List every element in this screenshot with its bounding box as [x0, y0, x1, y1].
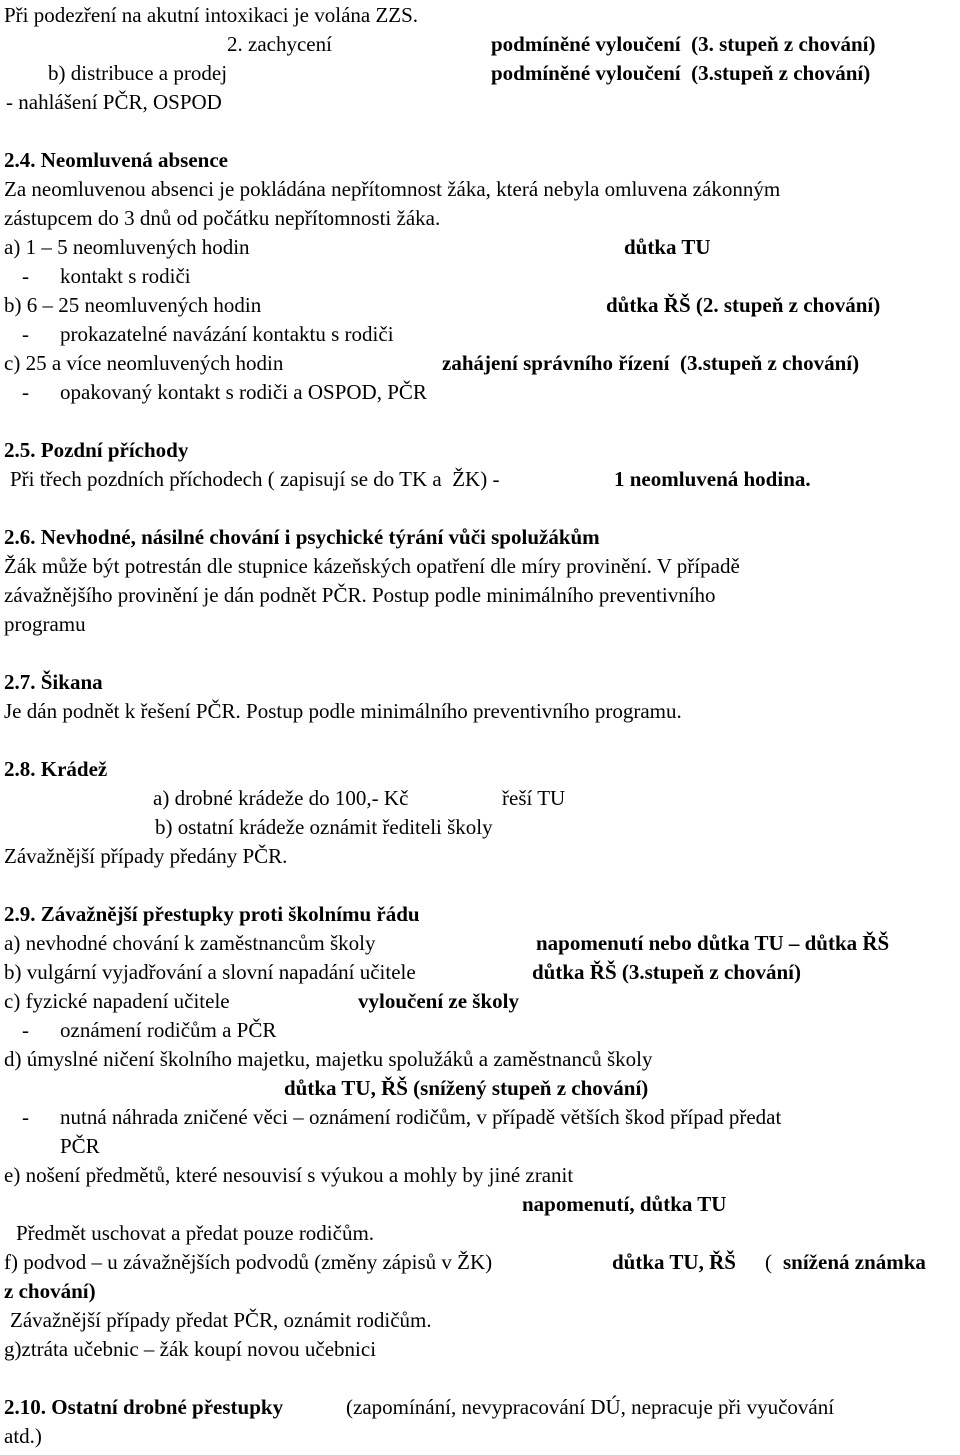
text-segment: Při třech pozdních příchodech ( zapisují se do TK a ŽK) -: [10, 467, 500, 491]
text-line: [0, 1107, 960, 1136]
text-segment: a) nevhodné chování k zaměstnancům školy: [4, 931, 376, 955]
text-line: [0, 1049, 960, 1078]
bold-text-segment: podmíněné vyloučení (3.stupeň z chování): [491, 61, 871, 85]
bold-text-segment: 2.10. Ostatní drobné přestupky: [4, 1395, 284, 1419]
bold-text-segment: napomenutí nebo důtka TU – důtka ŘŠ: [536, 931, 890, 955]
bold-text-segment: vyloučení ze školy: [358, 989, 519, 1013]
bold-text-segment: z chování): [4, 1279, 96, 1303]
bold-text-segment: snížená známka: [783, 1250, 926, 1274]
text-line: [0, 585, 960, 614]
text-line: [0, 788, 960, 817]
bold-text-segment: důtka ŘŠ (3.stupeň z chování): [532, 960, 801, 984]
text-segment: Je dán podnět k řešení PČR. Postup podle minimálního preventivního programu.: [4, 699, 682, 723]
text-line: [0, 1223, 960, 1252]
text-line: [0, 846, 960, 875]
text-line: [0, 1426, 960, 1455]
text-line: [0, 1310, 960, 1339]
text-line: [0, 92, 960, 121]
text-segment: b) 6 – 25 neomluvených hodin: [4, 293, 262, 317]
text-line: [0, 1397, 960, 1426]
text-segment: b) distribuce a prodej: [48, 61, 228, 85]
bold-text-segment: 2.5. Pozdní příchody: [4, 438, 189, 462]
text-segment: Předmět uschovat a předat pouze rodičům.: [16, 1221, 375, 1245]
text-line: [0, 1165, 960, 1194]
bold-text-segment: 2.7. Šikana: [4, 670, 103, 694]
text-segment: zástupcem do 3 dnů od počátku nepřítomnosti žáka.: [4, 206, 441, 230]
bold-text-segment: 2.4. Neomluvená absence: [4, 148, 228, 172]
text-segment: řeší TU: [502, 786, 566, 810]
text-segment: d) úmyslné ničení školního majetku, majetku spolužáků a zaměstnanců školy: [4, 1047, 653, 1071]
text-segment: kontakt s rodiči: [60, 264, 191, 288]
text-segment: oznámení rodičům a PČR: [60, 1018, 277, 1042]
text-segment: -: [22, 264, 29, 288]
text-line: [0, 34, 960, 63]
text-line: [0, 150, 960, 179]
text-line: [0, 759, 960, 788]
text-segment: Při podezření na akutní intoxikaci je volána ZZS.: [4, 3, 419, 27]
text-line: [0, 295, 960, 324]
text-line: [0, 1194, 960, 1223]
text-segment: a) drobné krádeže do 100,- Kč: [153, 786, 409, 810]
bold-text-segment: 2.6. Nevhodné, násilné chování i psychické týrání vůči spolužákům: [4, 525, 600, 549]
bold-text-segment: zahájení správního řízení (3.stupeň z chování): [442, 351, 860, 375]
text-segment: Žák může být potrestán dle stupnice kázeňských opatření dle míry provinění. V případě: [4, 554, 740, 578]
text-line: [0, 817, 960, 846]
text-line: [0, 1136, 960, 1165]
bold-text-segment: důtka TU, ŘŠ (snížený stupeň z chování): [284, 1076, 649, 1100]
text-segment: -: [22, 1018, 29, 1042]
text-segment: f) podvod – u závažnějších podvodů (změny zápisů v ŽK): [4, 1250, 493, 1274]
text-segment: závažnějšího provinění je dán podnět PČR. Postup podle minimálního preventivního: [4, 583, 716, 607]
text-line: [0, 324, 960, 353]
text-segment: (: [765, 1250, 772, 1274]
text-segment: c) fyzické napadení učitele: [4, 989, 230, 1013]
text-segment: g)ztráta učebnic – žák koupí novou učebnici: [4, 1337, 377, 1361]
text-line: [0, 5, 960, 34]
text-line: [0, 63, 960, 92]
text-segment: Závažnější případy předány PČR.: [4, 844, 288, 868]
text-line: [0, 1078, 960, 1107]
text-segment: Závažnější případy předat PČR, oznámit rodičům.: [10, 1308, 432, 1332]
text-segment: opakovaný kontakt s rodiči a OSPOD, PČR: [60, 380, 427, 404]
text-line: [0, 440, 960, 469]
bold-text-segment: důtka TU: [624, 235, 711, 259]
text-segment: - nahlášení PČR, OSPOD: [6, 90, 222, 114]
text-line: [0, 933, 960, 962]
text-segment: (zapomínání, nevypracování DÚ, nepracuje při vyučování: [346, 1395, 835, 1419]
bold-text-segment: 2.9. Závažnější přestupky proti školnímu řádu: [4, 902, 420, 926]
text-segment: -: [22, 380, 29, 404]
text-line: [0, 672, 960, 701]
text-line: [0, 556, 960, 585]
bold-text-segment: 1 neomluvená hodina.: [614, 467, 811, 491]
text-line: [0, 237, 960, 266]
text-line: [0, 266, 960, 295]
text-line: [0, 353, 960, 382]
text-line: [0, 1339, 960, 1368]
text-line: [0, 962, 960, 991]
text-line: [0, 701, 960, 730]
text-segment: programu: [4, 612, 86, 636]
text-line: [0, 382, 960, 411]
text-segment: -: [22, 322, 29, 346]
text-line: [0, 1252, 960, 1281]
bold-text-segment: 2.8. Krádež: [4, 757, 108, 781]
text-line: [0, 991, 960, 1020]
text-segment: -: [22, 1105, 29, 1129]
text-segment: b) ostatní krádeže oznámit řediteli školy: [155, 815, 493, 839]
bold-text-segment: podmíněné vyloučení (3. stupeň z chování): [491, 32, 876, 56]
text-line: [0, 179, 960, 208]
bold-text-segment: napomenutí, důtka TU: [522, 1192, 727, 1216]
text-line: [0, 469, 960, 498]
text-line: [0, 1020, 960, 1049]
text-segment: 2. zachycení: [227, 32, 332, 56]
text-line: [0, 208, 960, 237]
text-line: [0, 1281, 960, 1310]
text-segment: b) vulgární vyjadřování a slovní napadání učitele: [4, 960, 416, 984]
text-line: [0, 904, 960, 933]
text-segment: Za neomluvenou absenci je pokládána nepřítomnost žáka, která nebyla omluvena zákonným: [4, 177, 781, 201]
text-line: [0, 614, 960, 643]
text-segment: a) 1 – 5 neomluvených hodin: [4, 235, 250, 259]
text-segment: prokazatelné navázání kontaktu s rodiči: [60, 322, 394, 346]
text-segment: c) 25 a více neomluvených hodin: [4, 351, 284, 375]
text-segment: PČR: [60, 1134, 100, 1158]
text-segment: nutná náhrada zničené věci – oznámení rodičům, v případě větších škod případ předat: [60, 1105, 782, 1129]
text-segment: e) nošení předmětů, které nesouvisí s výukou a mohly by jiné zranit: [4, 1163, 574, 1187]
bold-text-segment: důtka TU, ŘŠ: [612, 1250, 736, 1274]
text-line: [0, 527, 960, 556]
text-segment: atd.): [4, 1424, 42, 1448]
bold-text-segment: důtka ŘŠ (2. stupeň z chování): [606, 293, 881, 317]
